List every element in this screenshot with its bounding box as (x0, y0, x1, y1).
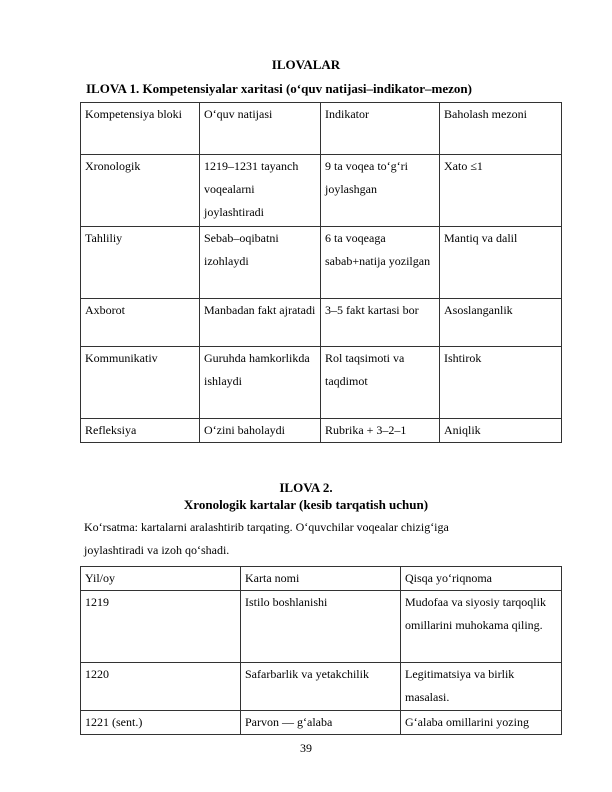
appendix2-subheading: Xronologik kartalar (kesib tarqatish uchun) (183, 497, 429, 512)
table-row (81, 227, 562, 299)
chronology-cards-table (80, 566, 562, 735)
table-cell: 1221 (sent.) (81, 711, 241, 735)
table-cell: 1219 (81, 591, 241, 663)
table-cell: Axborot (81, 299, 200, 347)
table-cell: 9 ta voqea to‘g‘ri joylashgan (321, 155, 440, 227)
table-cell: 1220 (81, 663, 241, 711)
column-header: Qisqa yo‘riqnoma (401, 567, 562, 591)
table-cell: Refleksiya (81, 419, 200, 443)
competency-table (80, 102, 562, 443)
table-cell: Xato ≤1 (440, 155, 562, 227)
table-cell: Tahliliy (81, 227, 200, 299)
table-cell: Mudofaa va siyosiy tarqoqlik omillarini muhokama qiling. (401, 591, 562, 663)
instruction-text: Ko‘rsatma: kartalarni aralashtirib tarqating. O‘quvchilar voqealar chizig‘iga joylashtiradi va izoh qo‘shadi. (84, 520, 449, 557)
table-cell: Parvon — g‘alaba (241, 711, 401, 735)
table-cell: Kommunikativ (81, 347, 200, 419)
column-header: Yil/oy (81, 567, 241, 591)
page-number: 39 (300, 741, 312, 755)
table-cell: 3–5 fakt kartasi bor (321, 299, 440, 347)
table-cell: Guruhda hamkorlikda ishlaydi (200, 347, 321, 419)
table-cell: Legitimatsiya va birlik masalasi. (401, 663, 562, 711)
table-cell: Sebab–oqibatni izohlaydi (200, 227, 321, 299)
column-header: Kompetensiya bloki (81, 103, 200, 155)
column-header: Indikator (321, 103, 440, 155)
table-row (81, 591, 562, 663)
column-header: Karta nomi (241, 567, 401, 591)
column-header: O‘quv natijasi (200, 103, 321, 155)
appendix1-heading: ILOVA 1. Kompetensiyalar xaritasi (o‘quv natijasi–indikator–mezon) (86, 81, 472, 96)
table-cell: Aniqlik (440, 419, 562, 443)
table-cell: Rol taqsimoti va taqdimot (321, 347, 440, 419)
table-row (81, 155, 562, 227)
table-cell: 6 ta voqeaga sabab+natija yozilgan (321, 227, 440, 299)
table-header-row (81, 567, 562, 591)
table-cell: G‘alaba omillarini yozing (401, 711, 562, 735)
table-row (81, 299, 562, 347)
table-cell: Manbadan fakt ajratadi (200, 299, 321, 347)
table-cell: Safarbarlik va yetakchilik (241, 663, 401, 711)
table-cell: Ishtirok (440, 347, 562, 419)
table-cell: O‘zini baholaydi (200, 419, 321, 443)
table-cell: Asoslanganlik (440, 299, 562, 347)
table-row (81, 419, 562, 443)
table-row (81, 347, 562, 419)
appendix2-heading: ILOVA 2. (279, 480, 333, 495)
page-title: ILOVALAR (271, 57, 341, 72)
table-cell: 1219–1231 tayanch voqealarni joylashtiradi (200, 155, 321, 227)
table-cell: Rubrika + 3–2–1 (321, 419, 440, 443)
column-header: Baholash mezoni (440, 103, 562, 155)
table-row (81, 663, 562, 711)
table-cell: Xronologik (81, 155, 200, 227)
table-cell: Mantiq va dalil (440, 227, 562, 299)
table-row (81, 711, 562, 735)
table-header-row (81, 103, 562, 155)
table-cell: Istilo boshlanishi (241, 591, 401, 663)
